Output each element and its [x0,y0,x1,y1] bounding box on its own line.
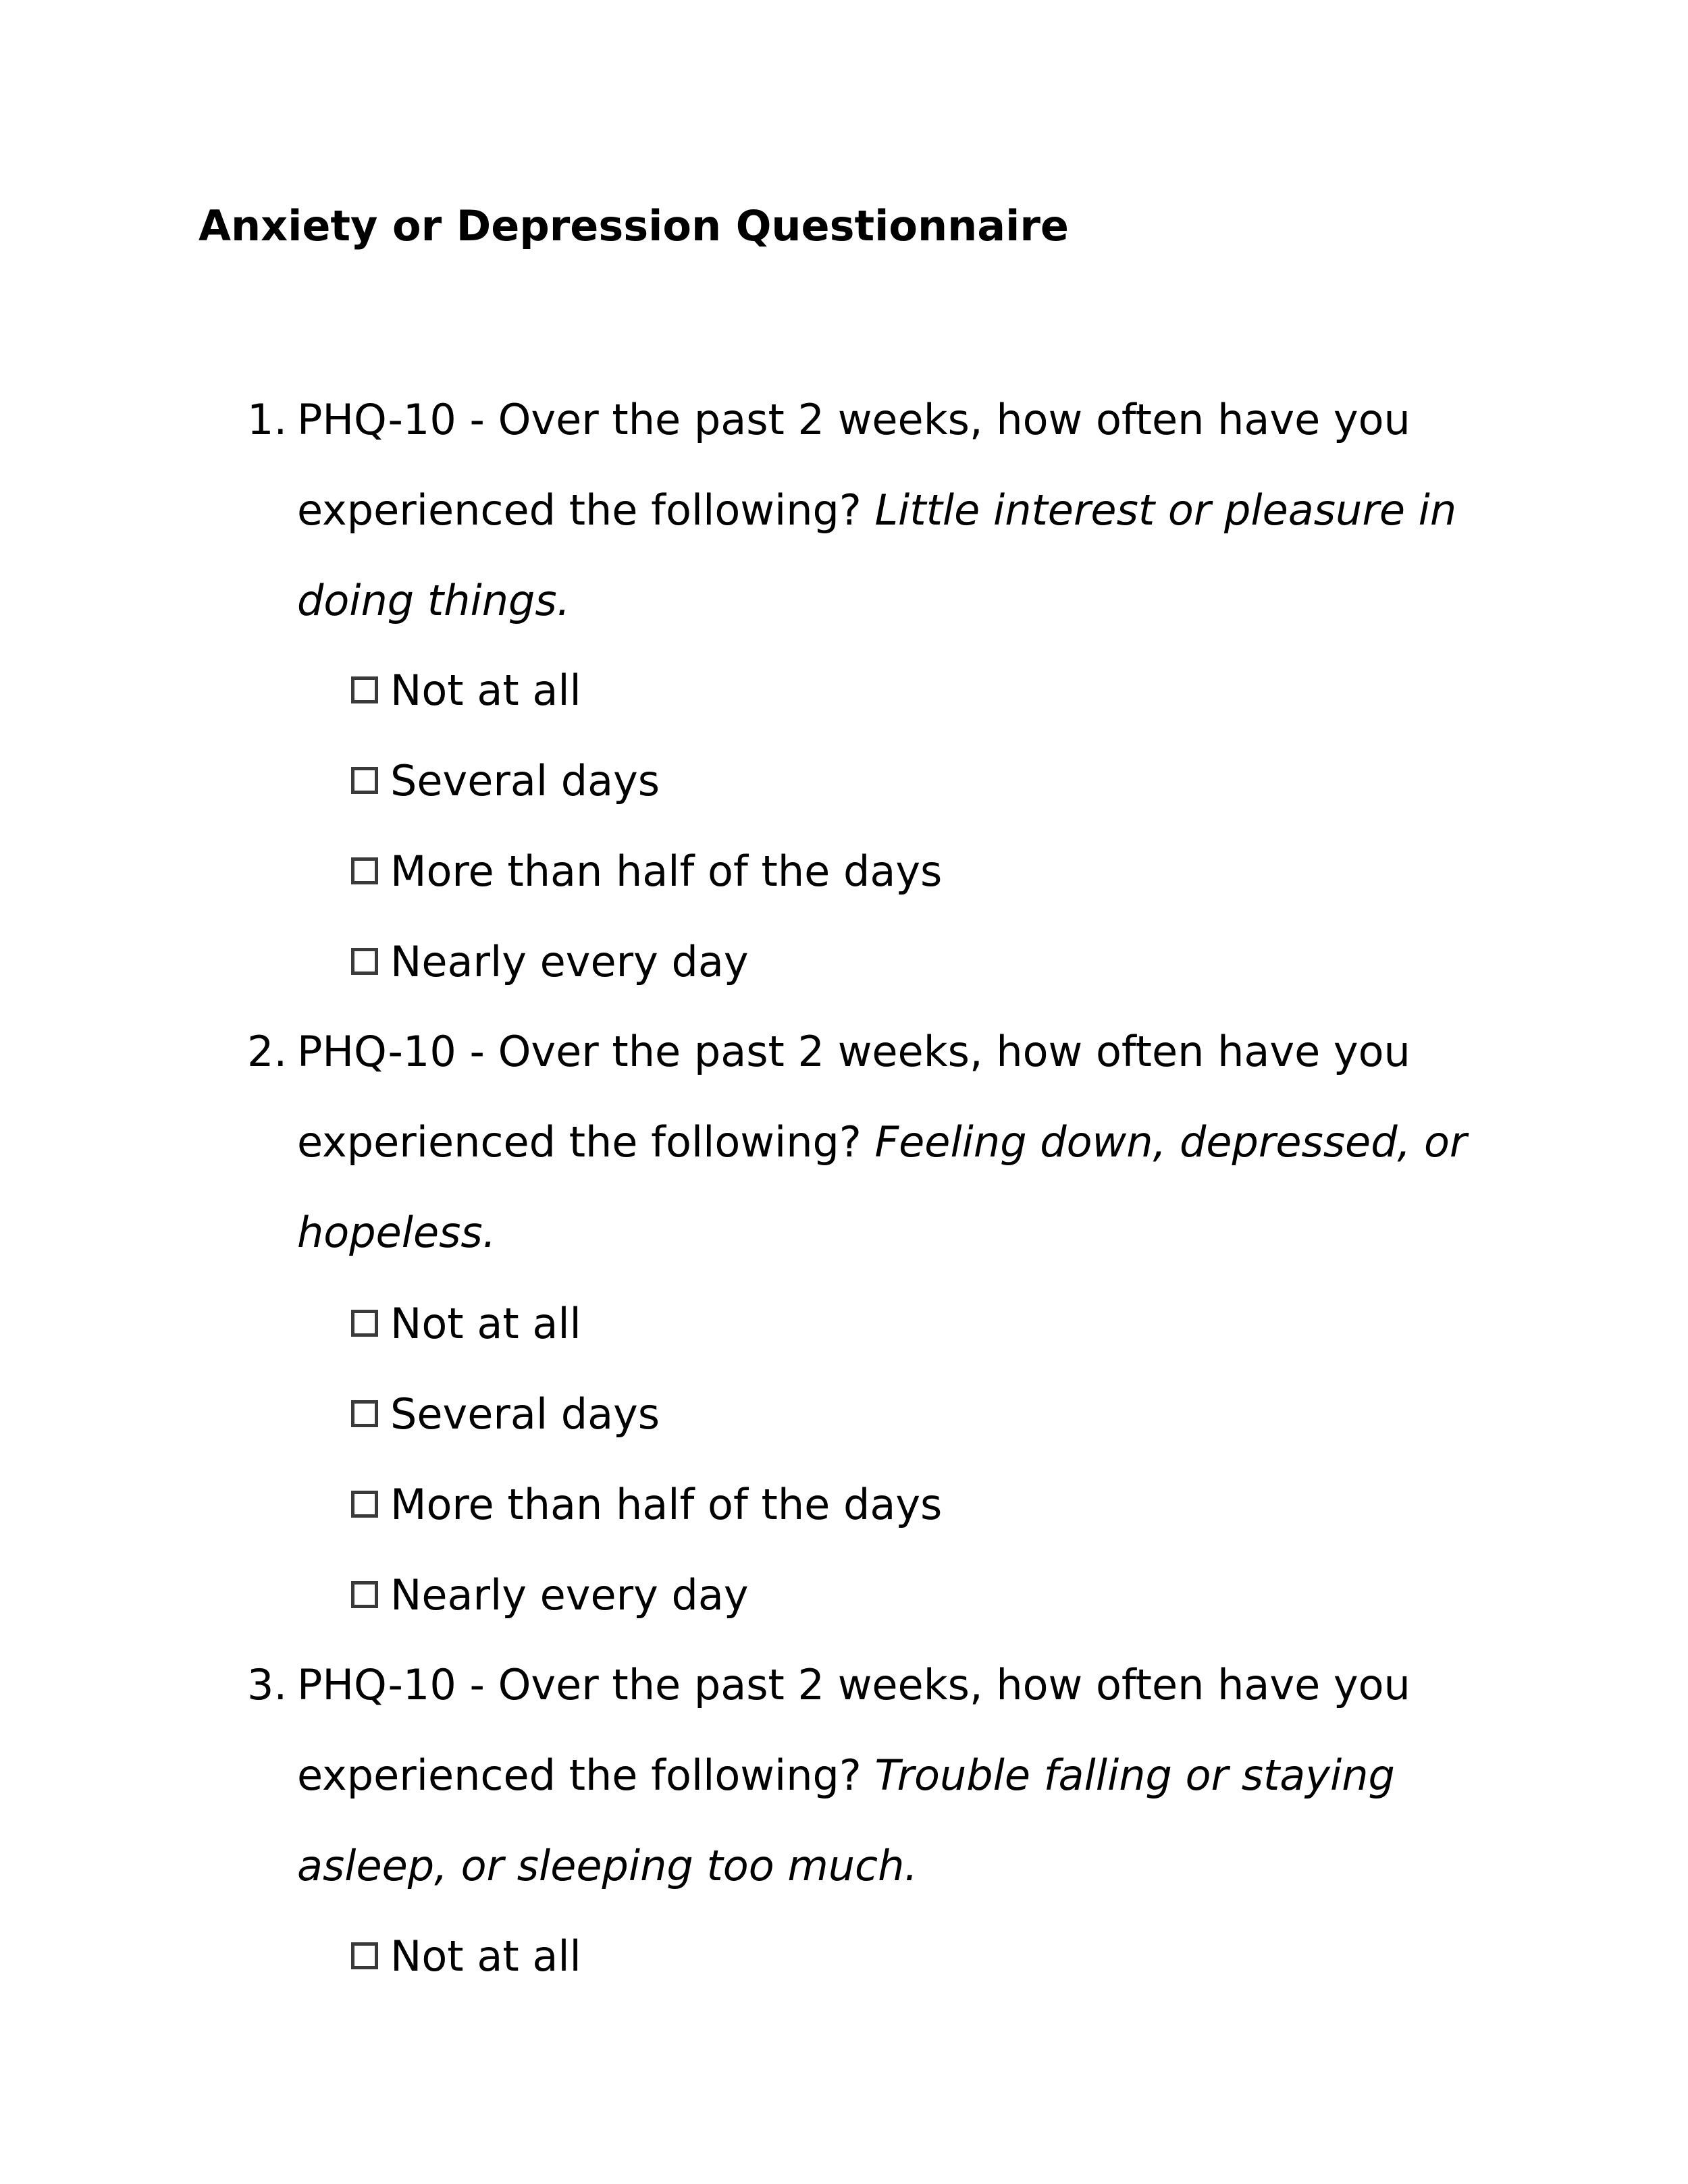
option-label: Nearly every day [390,936,749,986]
checkbox[interactable] [351,1942,378,1969]
question-prompt: PHQ-10 - Over the past 2 weeks, how often have you experienced the following? [297,1660,1410,1800]
option-nearly-every-day[interactable] [351,1549,749,1640]
option-label: Not at all [390,665,581,715]
option-label: More than half of the days [390,846,943,896]
question-prompt: PHQ-10 - Over the past 2 weeks, how often have you experienced the following? [297,395,1410,535]
option-more-than-half[interactable] [351,826,942,916]
question-text [297,1640,1499,1911]
checkbox[interactable] [351,1581,378,1608]
question-item: Trouble falling or staying asleep, or sleeping too much. [297,1751,1395,1890]
option-label: Several days [390,1389,660,1439]
page-title: Anxiety or Depression Questionnaire [199,201,1069,250]
option-label: Not at all [390,1298,581,1348]
option-not-at-all[interactable] [351,645,581,735]
checkbox[interactable] [351,767,378,794]
checkbox[interactable] [351,857,378,884]
checkbox[interactable] [351,948,378,975]
option-label: Several days [390,755,660,805]
checkbox[interactable] [351,1400,378,1427]
option-not-at-all[interactable] [351,1911,581,2001]
option-more-than-half[interactable] [351,1459,942,1549]
option-several-days[interactable] [351,1368,660,1459]
question-item: Feeling down, depressed, or hopeless. [297,1117,1467,1257]
checkbox[interactable] [351,676,378,703]
checkbox[interactable] [351,1310,378,1337]
option-not-at-all[interactable] [351,1278,581,1368]
question-number: 3. [247,1660,288,1709]
question-prompt: PHQ-10 - Over the past 2 weeks, how often have you experienced the following? [297,1027,1410,1167]
question-number: 1. [247,395,288,444]
checkbox[interactable] [351,1491,378,1518]
option-several-days[interactable] [351,735,660,826]
question-text [297,1007,1499,1278]
option-nearly-every-day[interactable] [351,916,749,1007]
option-label: Not at all [390,1931,581,1981]
question-item: Little interest or pleasure in doing things. [297,485,1457,625]
option-label: More than half of the days [390,1479,943,1529]
question-number: 2. [247,1027,288,1076]
option-label: Nearly every day [390,1570,749,1620]
question-text [297,375,1499,646]
